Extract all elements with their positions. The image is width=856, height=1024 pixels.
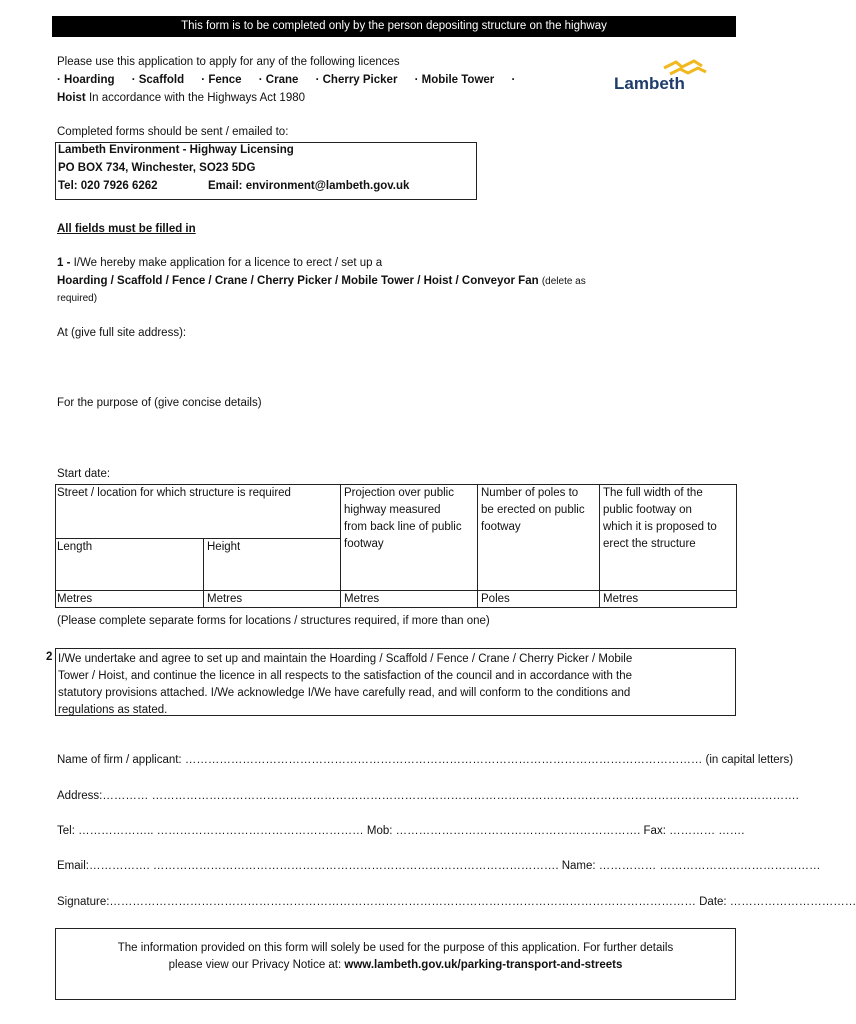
width-header-line: erect the structure (603, 538, 696, 550)
highways-act: In accordance with the Highways Act 1980 (85, 92, 306, 104)
licence-fence: · Fence (201, 74, 242, 86)
section1-number: 1 - (57, 257, 71, 269)
width-header-line: which it is proposed to (603, 521, 717, 533)
unit-poles[interactable]: Poles (481, 593, 510, 605)
poles-header-line: Number of poles to (481, 487, 579, 499)
send-to-email: Email: environment@lambeth.gov.uk (208, 180, 410, 192)
privacy-line: The information provided on this form will solely be used for the purpose of this application. For further details (117, 942, 674, 954)
table-divider (203, 538, 204, 608)
send-to-name: Lambeth Environment - Highway Licensing (58, 144, 294, 156)
section2-number: 2 (46, 651, 53, 663)
unit-height[interactable]: Metres (207, 593, 243, 605)
send-to-label: Completed forms should be sent / emailed to: (57, 126, 289, 138)
separate-forms-note: (Please complete separate forms for locations / structures required, if more than one) (57, 615, 490, 627)
height-header: Height (207, 541, 241, 553)
licence-cherry-picker: · Cherry Picker (315, 74, 398, 86)
table-divider (55, 538, 341, 539)
structure-types: Hoarding / Scaffold / Fence / Crane / Cherry Picker / Mobile Tower / Hoist / Conveyor Fan (57, 275, 539, 287)
poles-header-line: be erected on public (481, 504, 585, 516)
intro-line: Please use this application to apply for any of the following licences (57, 56, 400, 68)
width-header-line: The full width of the (603, 487, 703, 499)
delete-note-required: required) (57, 293, 98, 304)
declaration-line: I/We undertake and agree to set up and maintain the Hoarding / Scaffold / Fence / Crane / Cherry Picker / Mobile (58, 653, 633, 665)
privacy-notice (55, 928, 736, 1000)
site-address-label[interactable]: At (give full site address): (57, 327, 187, 339)
firm-name-field[interactable]: Name of firm / applicant: ……………………………………………………………………………………………………………………… (in capital letters) (57, 754, 794, 766)
header-banner: This form is to be completed only by the person depositing structure on the highway (52, 16, 736, 37)
tel-mob-fax-fields[interactable]: Tel: ……………….. ……………………………………………… Mob: ………………………………………………………. Fax: ………… ……. (57, 825, 745, 837)
declaration-line: statutory provisions attached. I/We acknowledge I/We have carefully read, and will conform to the conditions and (58, 687, 631, 699)
poles-header-line: footway (481, 521, 521, 533)
width-header (603, 485, 717, 553)
licence-mobile-tower: · Mobile Tower (414, 74, 495, 86)
licence-hoist: Hoist (57, 92, 86, 104)
delete-note: (delete as (541, 276, 586, 287)
section1-text: I/We hereby make application for a licence to erect / set up a (70, 257, 383, 269)
length-header: Length (57, 541, 93, 553)
logo-text: Lambeth (614, 74, 685, 93)
licence-scaffold: · Scaffold (131, 74, 185, 86)
projection-header (344, 485, 462, 553)
licence-hoarding: · Hoarding (57, 74, 115, 86)
email-name-fields[interactable]: Email:……………. ……………………………………………………………………………………………. Name: …………… …………………………………… (57, 860, 821, 872)
projection-header-line: highway measured (344, 504, 441, 516)
privacy-link[interactable]: www.lambeth.gov.uk/parking-transport-and-streets (344, 959, 623, 971)
send-to-address: PO BOX 734, Winchester, SO23 5DG (58, 162, 256, 174)
all-fields-notice: All fields must be filled in (57, 223, 196, 235)
declaration-line: regulations as stated. (58, 704, 168, 716)
licence-crane: · Crane (258, 74, 299, 86)
width-header-line: public footway on (603, 504, 692, 516)
privacy-prefix: please view our Privacy Notice at: (168, 959, 345, 971)
purpose-label[interactable]: For the purpose of (give concise details) (57, 397, 262, 409)
projection-header-line: Projection over public (344, 487, 454, 499)
signature-date-fields[interactable]: Signature:……………………………………………………………………………………………………………………………………… Date: …………………………… (57, 896, 856, 908)
start-date-label[interactable]: Start date: (57, 468, 111, 480)
unit-projection[interactable]: Metres (344, 593, 380, 605)
street-location-header: Street / location for which structure is required (57, 487, 291, 499)
declaration-line: Tower / Hoist, and continue the licence in all respects to the satisfaction of the council and in accordance with the (58, 670, 633, 682)
privacy-line-2 (56, 957, 735, 974)
projection-header-line: from back line of public (344, 521, 462, 533)
projection-header-line: footway (344, 538, 384, 550)
unit-length[interactable]: Metres (57, 593, 93, 605)
address-field[interactable]: Address:………… ……………………………………………………………………………………………………………………………………………………. (57, 790, 799, 802)
unit-width[interactable]: Metres (603, 593, 639, 605)
send-to-tel: Tel: 020 7926 6262 (58, 180, 158, 192)
declaration-text (58, 651, 632, 719)
declaration-box (55, 648, 736, 716)
poles-header (481, 485, 585, 536)
licence-bullet: · (511, 74, 516, 86)
